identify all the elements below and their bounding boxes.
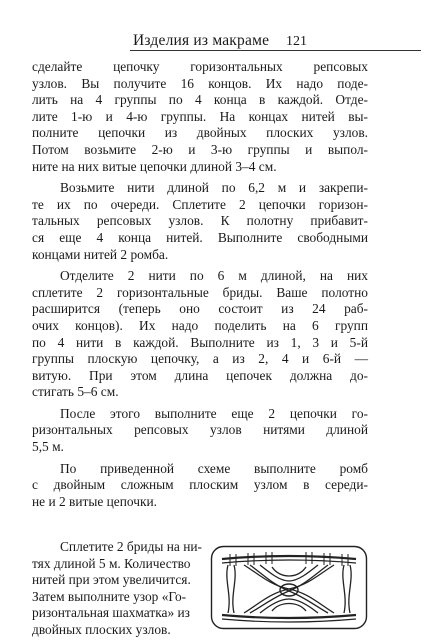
text-line: 5,5 м. [32, 439, 64, 455]
paragraph [32, 180, 368, 263]
text-line: узлов. Вы получите 16 концов. Их надо поде- [32, 75, 368, 91]
text-line: сплетите 2 горизонтальные бриды. Ваше полотно [32, 284, 368, 300]
text-line: сделайте цепочку горизонтальных репсовых [32, 59, 368, 74]
text-line: Затем выполните узор «Го- [32, 588, 187, 604]
last-paragraph [32, 539, 210, 639]
text-line: тях длиной 5 м. Количество [32, 555, 191, 571]
text-line: стигать 5–6 см. [32, 384, 119, 400]
body-text [32, 59, 368, 515]
text-line: Потом возьмите 2-ю и 3-ю группы и выпол- [32, 141, 368, 157]
text-line: те их по очереди. Сплетите 2 цепочки горизон- [32, 196, 368, 212]
text-line: Сплетите 2 бриды на ни- [60, 539, 203, 554]
text-line: группы плоскую цепочку, а из 2, 4 и 6-й — [32, 351, 368, 367]
paragraph [32, 59, 368, 175]
text-line: тальных репсовых узлов. К полотну прибавит- [32, 213, 368, 229]
text-line: концами нитей 2 ромба. [32, 246, 169, 262]
text-line: Отделите 2 нити по 6 м длиной, на них [60, 268, 368, 284]
text-line: По приведенной схеме выполните ромб [60, 460, 368, 476]
text-line: нитей при этом увеличится. [32, 572, 191, 588]
text-line: очих концов). Их надо поделить на 6 групп [32, 317, 368, 333]
text-line: не и 2 витые цепочки. [32, 493, 158, 509]
text-line: ризонтальных репсовых узлов нитями длиной [32, 422, 368, 438]
text-line: двойных плоских узлов. [32, 621, 171, 637]
text-line: ризонтальная шахматка» из [32, 605, 190, 621]
text-line: с двойным сложным плоским узлом в середи- [32, 477, 368, 493]
text-line: ните на них витые цепочки длиной 3–4 см. [32, 158, 277, 174]
page-number: 121 [286, 34, 307, 49]
text-line: После этого выполните еще 2 цепочки го- [60, 405, 368, 421]
paragraph [32, 461, 368, 511]
paragraph [32, 406, 368, 456]
text-line: витую. При этом длина цепочек должна до- [32, 367, 368, 383]
paragraph [32, 268, 368, 401]
text-line: лите 1-ю и 4-ю группы. На концах нитей вы- [32, 108, 368, 124]
macrame-scheme-illustration [210, 545, 368, 630]
text-line: полните цепочки из двойных плоских узлов. [32, 125, 368, 141]
text-line: Возьмите нити длиной по 6,2 м и закрепи- [60, 180, 368, 196]
header-title: Изделия из макраме [133, 32, 270, 49]
text-line: расширится (теперь оно состоит из 24 раб- [32, 301, 368, 317]
text-line: по 4 нити в каждой. Выполните из 1, 3 и 5-й [32, 334, 368, 350]
macrame-scheme-figure [210, 545, 368, 630]
text-line: лить на 4 группы по 4 конца в каждой. Отде- [32, 92, 368, 108]
header-rule [130, 50, 421, 51]
text-line: ся еще 4 конца нитей. Выполните свободными [32, 229, 368, 245]
